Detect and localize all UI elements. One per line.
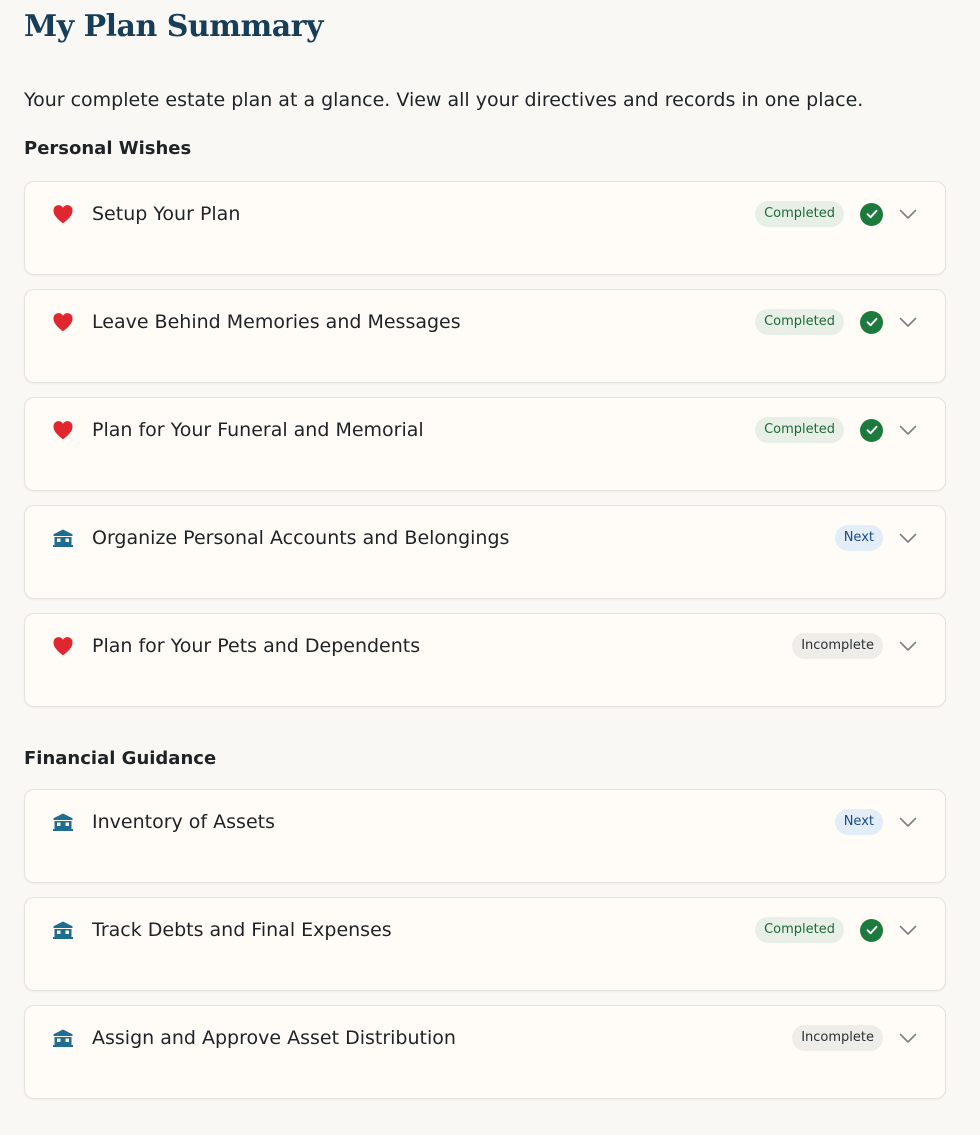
plan-card-status-area [792, 1025, 919, 1051]
bank-icon [51, 918, 75, 942]
heart-icon [51, 634, 75, 658]
plan-card-assign-and-approve-asset-distribution[interactable] [24, 1005, 946, 1099]
plan-card-title: Leave Behind Memories and Messages [92, 311, 461, 333]
plan-card-title: Plan for Your Funeral and Memorial [92, 419, 424, 441]
section-title-financial-guidance: Financial Guidance [24, 748, 217, 769]
plan-card-title: Assign and Approve Asset Distribution [92, 1027, 456, 1049]
bank-icon [51, 810, 75, 834]
plan-card-title: Organize Personal Accounts and Belongings [92, 527, 510, 549]
plan-card-setup-your-plan[interactable] [24, 181, 946, 275]
heart-icon [51, 310, 75, 334]
page-title: My Plan Summary [24, 9, 323, 44]
bank-icon [51, 1026, 75, 1050]
financial-guidance-list [24, 789, 956, 1099]
plan-card-status-area [835, 525, 919, 551]
chevron-down-icon[interactable] [897, 311, 919, 333]
status-badge: Completed [755, 917, 844, 943]
plan-card-title: Plan for Your Pets and Dependents [92, 635, 421, 657]
chevron-down-icon[interactable] [897, 1027, 919, 1049]
plan-card-status-area [755, 917, 919, 943]
personal-wishes-list [24, 181, 956, 707]
plan-card-leave-behind-memories-and-messages[interactable] [24, 289, 946, 383]
heart-icon [51, 202, 75, 226]
status-badge: Completed [755, 417, 844, 443]
status-badge: Next [835, 809, 883, 835]
chevron-down-icon[interactable] [897, 919, 919, 941]
plan-card-status-area [792, 633, 919, 659]
plan-card-title: Track Debts and Final Expenses [92, 919, 392, 941]
plan-card-track-debts-and-final-expenses[interactable] [24, 897, 946, 991]
chevron-down-icon[interactable] [897, 419, 919, 441]
chevron-down-icon[interactable] [897, 811, 919, 833]
check-circle-icon [860, 311, 883, 334]
plan-card-plan-for-your-pets-and-dependents[interactable] [24, 613, 946, 707]
heart-icon [51, 418, 75, 442]
plan-card-plan-for-your-funeral-and-memorial[interactable] [24, 397, 946, 491]
plan-card-status-area [755, 201, 919, 227]
plan-card-status-area [755, 417, 919, 443]
section-title-personal-wishes: Personal Wishes [24, 138, 192, 159]
page-description: Your complete estate plan at a glance. View all your directives and records in one place. [24, 89, 864, 111]
check-circle-icon [860, 919, 883, 942]
chevron-down-icon[interactable] [897, 203, 919, 225]
chevron-down-icon[interactable] [897, 635, 919, 657]
status-badge: Next [835, 525, 883, 551]
chevron-down-icon[interactable] [897, 527, 919, 549]
plan-card-status-area [835, 809, 919, 835]
plan-card-title: Inventory of Assets [92, 811, 275, 833]
check-circle-icon [860, 419, 883, 442]
plan-card-status-area [755, 309, 919, 335]
status-badge: Completed [755, 201, 844, 227]
plan-card-inventory-of-assets[interactable] [24, 789, 946, 883]
plan-card-organize-personal-accounts-and-belongings[interactable] [24, 505, 946, 599]
status-badge: Incomplete [792, 633, 883, 659]
status-badge: Completed [755, 309, 844, 335]
bank-icon [51, 526, 75, 550]
check-circle-icon [860, 203, 883, 226]
status-badge: Incomplete [792, 1025, 883, 1051]
plan-card-title: Setup Your Plan [92, 203, 241, 225]
